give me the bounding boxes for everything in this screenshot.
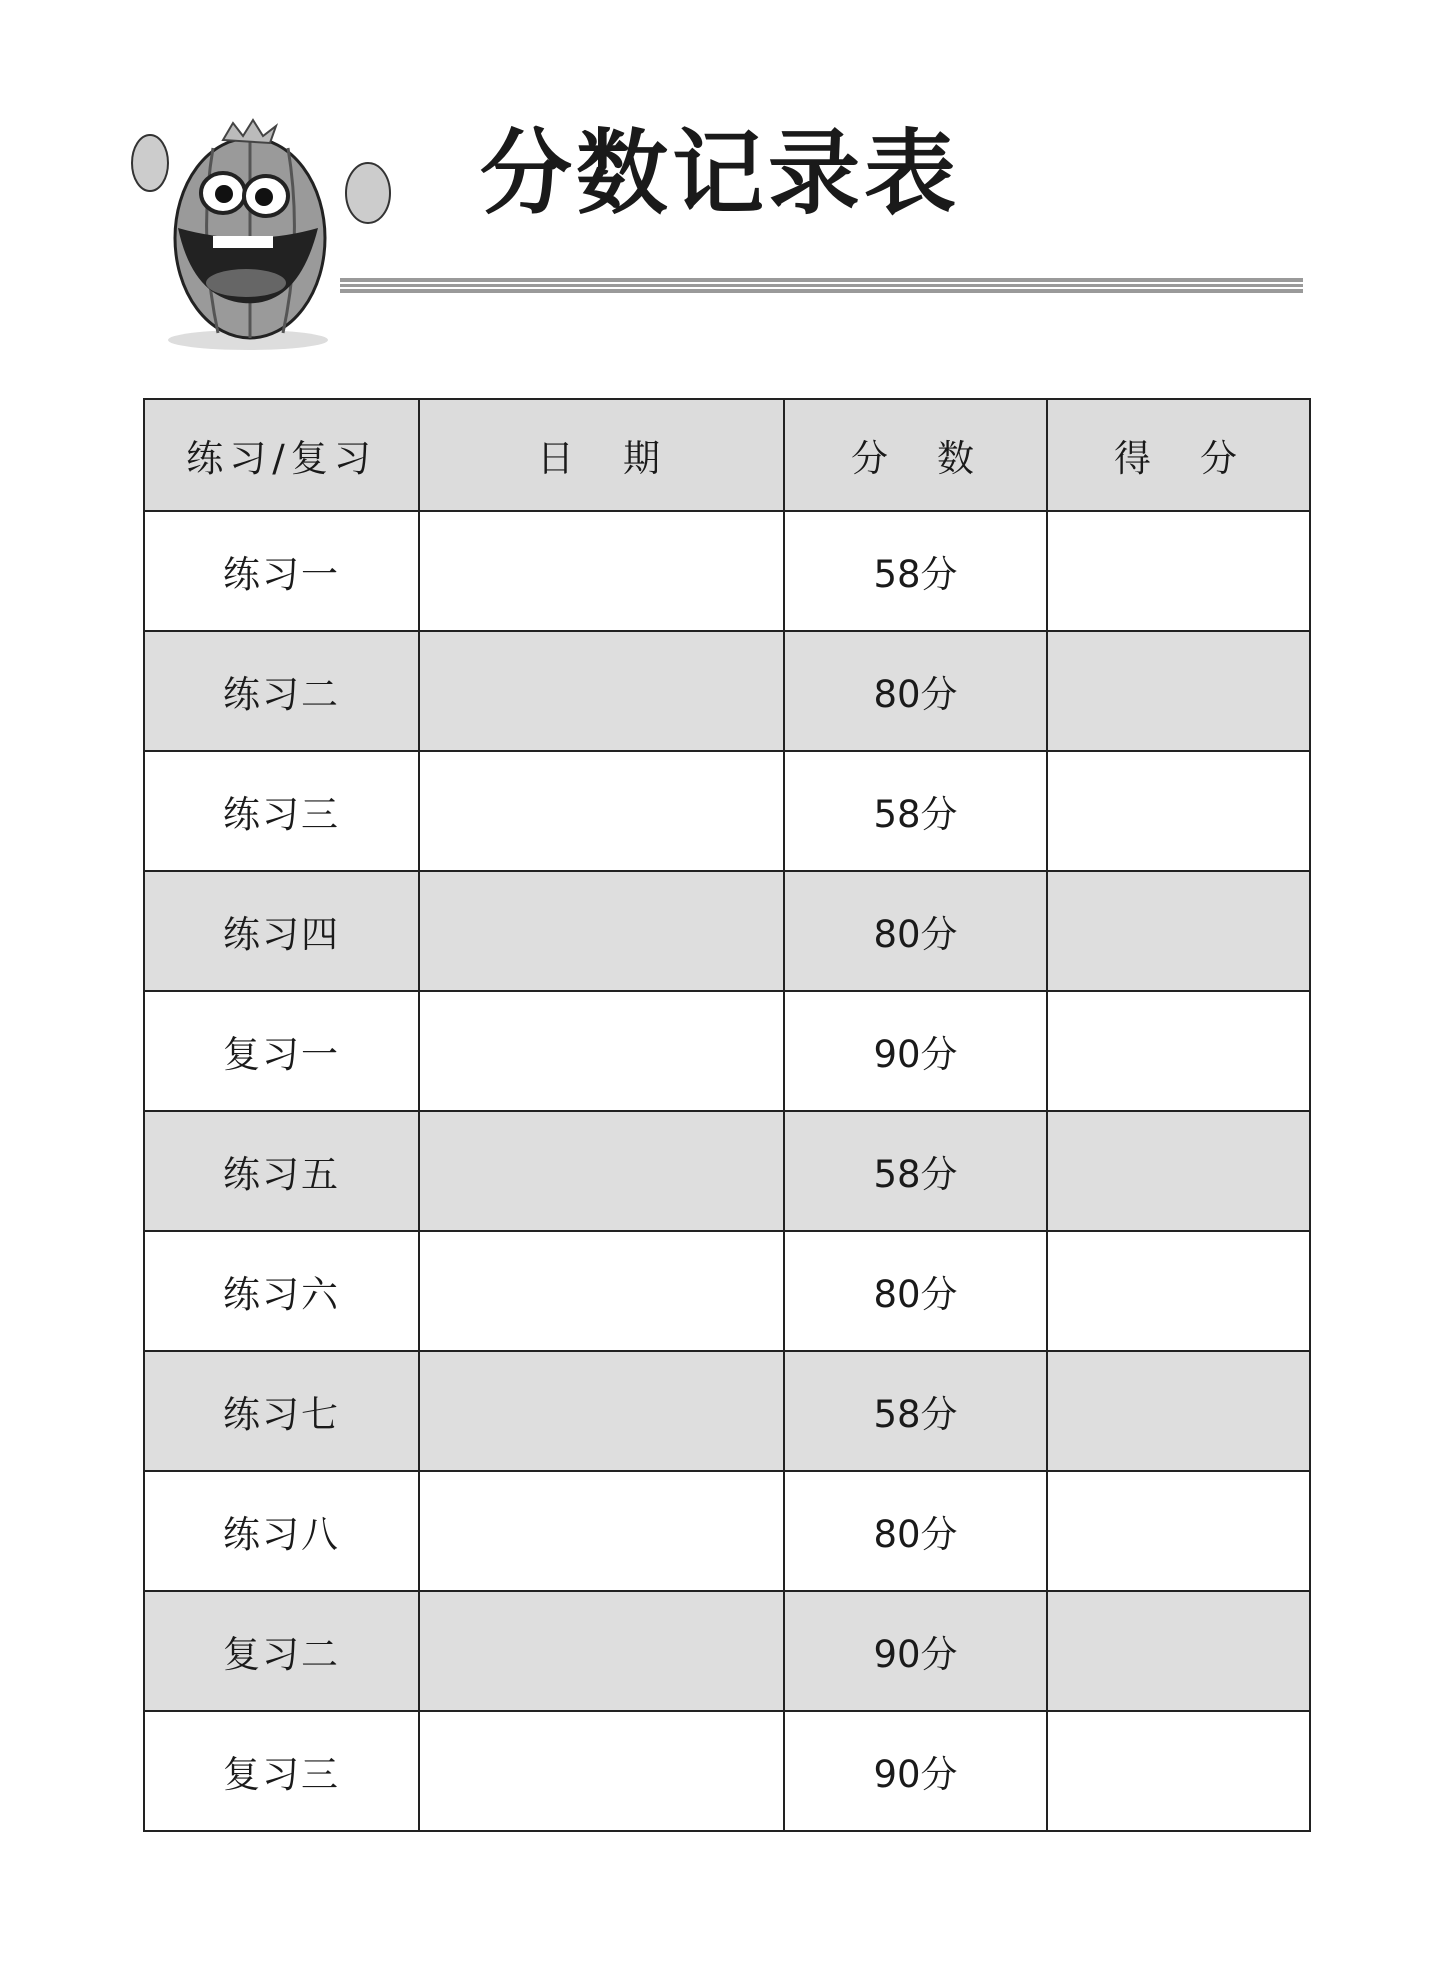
earned-score-cell[interactable] [1047,871,1310,991]
date-cell[interactable] [419,1231,784,1351]
title-underline-divider [340,278,1303,282]
score-cell: 58分 [784,1351,1047,1471]
date-cell[interactable] [419,1111,784,1231]
score-cell: 58分 [784,751,1047,871]
date-cell[interactable] [419,1711,784,1831]
table-row [144,511,1310,631]
watermelon-mascot-icon [118,118,410,353]
table-row [144,871,1310,991]
score-cell: 90分 [784,991,1047,1111]
exercise-name-cell: 练习二 [144,631,419,751]
title-underline-divider [340,289,1303,293]
score-cell: 80分 [784,871,1047,991]
title-underline-divider [340,284,1303,287]
exercise-name-cell: 练习六 [144,1231,419,1351]
earned-score-cell[interactable] [1047,631,1310,751]
score-cell: 80分 [784,1231,1047,1351]
table-row [144,1711,1310,1831]
earned-score-cell[interactable] [1047,1711,1310,1831]
page-title: 分数记录表 [480,120,961,227]
column-header-date: 日 期 [419,399,784,511]
score-record-table [143,398,1311,1832]
date-cell[interactable] [419,871,784,991]
earned-score-cell[interactable] [1047,1471,1310,1591]
date-cell[interactable] [419,1591,784,1711]
exercise-name-cell: 复习三 [144,1711,419,1831]
column-header-exercise: 练习/复习 [144,399,419,511]
table-row [144,631,1310,751]
date-cell[interactable] [419,1351,784,1471]
column-header-score: 分 数 [784,399,1047,511]
exercise-name-cell: 练习四 [144,871,419,991]
earned-score-cell[interactable] [1047,751,1310,871]
score-cell: 80分 [784,1471,1047,1591]
date-cell[interactable] [419,991,784,1111]
table-row [144,1591,1310,1711]
earned-score-cell[interactable] [1047,1591,1310,1711]
exercise-name-cell: 复习一 [144,991,419,1111]
table-row [144,1471,1310,1591]
table-header-row [144,399,1310,511]
date-cell[interactable] [419,511,784,631]
exercise-name-cell: 练习三 [144,751,419,871]
table-row [144,1231,1310,1351]
exercise-name-cell: 练习七 [144,1351,419,1471]
exercise-name-cell: 练习八 [144,1471,419,1591]
earned-score-cell[interactable] [1047,511,1310,631]
exercise-name-cell: 练习一 [144,511,419,631]
score-cell: 80分 [784,631,1047,751]
score-cell: 58分 [784,1111,1047,1231]
score-cell: 90分 [784,1711,1047,1831]
date-cell[interactable] [419,751,784,871]
earned-score-cell[interactable] [1047,1351,1310,1471]
table-row [144,751,1310,871]
earned-score-cell[interactable] [1047,1231,1310,1351]
earned-score-cell[interactable] [1047,991,1310,1111]
date-cell[interactable] [419,1471,784,1591]
exercise-name-cell: 练习五 [144,1111,419,1231]
exercise-name-cell: 复习二 [144,1591,419,1711]
table-row [144,1351,1310,1471]
date-cell[interactable] [419,631,784,751]
score-cell: 90分 [784,1591,1047,1711]
table-row [144,991,1310,1111]
earned-score-cell[interactable] [1047,1111,1310,1231]
column-header-earned: 得 分 [1047,399,1310,511]
score-cell: 58分 [784,511,1047,631]
table-row [144,1111,1310,1231]
